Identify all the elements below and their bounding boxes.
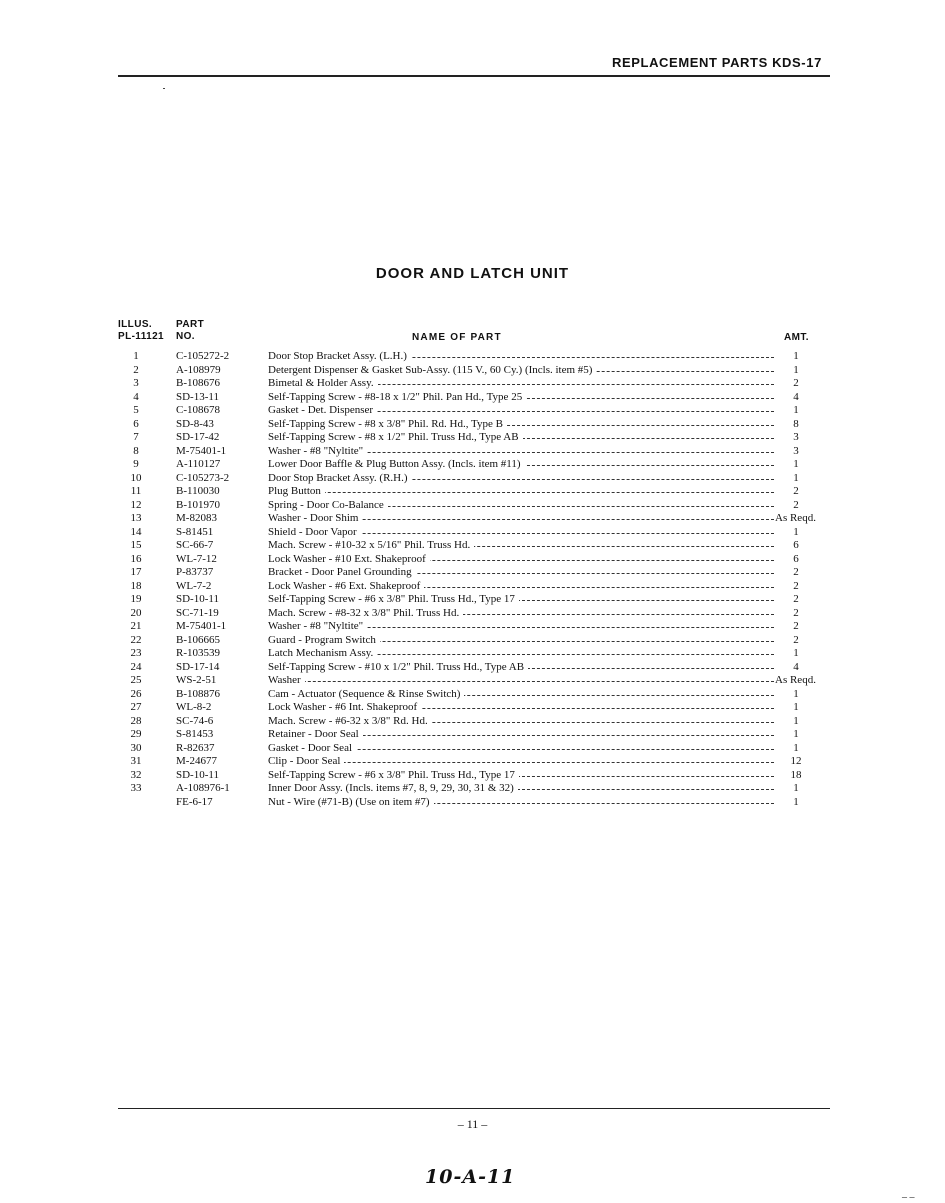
part-name-leader	[268, 701, 774, 714]
part-number: M-75401-1	[176, 620, 227, 632]
illus-number: 21	[130, 620, 142, 632]
part-name: Door Stop Bracket Assy. (L.H.)	[268, 350, 411, 362]
parts-row	[0, 647, 945, 661]
part-name-leader	[268, 580, 774, 593]
part-amount: 2	[793, 485, 799, 497]
part-number: FE-6-17	[176, 795, 213, 808]
parts-row	[0, 499, 945, 513]
part-number: R-82637	[176, 741, 215, 754]
part-amount: 1	[793, 687, 799, 700]
scan-speck	[163, 88, 165, 89]
parts-row	[0, 445, 945, 459]
part-number: SD-10-11	[176, 593, 219, 605]
illus-number: 24	[130, 660, 142, 673]
part-number: SD-13-11	[176, 390, 219, 403]
part-number: S-81451	[176, 525, 214, 538]
part-name-leader	[268, 634, 774, 647]
part-name: Nut - Wire (#71-B) (Use on item #7)	[268, 796, 434, 808]
illus-number: 4	[133, 390, 139, 403]
illus-number: 16	[130, 552, 142, 565]
part-amount: 2	[793, 620, 799, 632]
part-name: Gasket - Door Seal	[268, 742, 356, 754]
illus-number: 20	[130, 606, 142, 619]
part-name: Mach. Screw - #10-32 x 5/16" Phil. Truss Hd.	[268, 539, 474, 551]
part-amount: 2	[793, 377, 799, 389]
part-number: SD-10-11	[176, 768, 219, 781]
illus-number: 26	[130, 687, 142, 700]
part-name: Clip - Door Seal	[268, 755, 344, 767]
part-name-leader	[268, 431, 774, 444]
handwritten-note: 10-A-11	[425, 1166, 516, 1188]
part-name: Door Stop Bracket Assy. (R.H.)	[268, 472, 412, 484]
part-amount: 1	[793, 701, 799, 713]
part-amount: 1	[793, 363, 799, 376]
part-name-leader	[268, 566, 774, 579]
parts-row	[0, 526, 945, 540]
illus-number: 8	[133, 444, 139, 457]
parts-row	[0, 701, 945, 715]
part-name: Plug Button	[268, 485, 325, 497]
illus-number: 33	[130, 782, 142, 794]
parts-row	[0, 377, 945, 391]
part-name-leader	[268, 512, 774, 525]
column-header-part: PART	[176, 319, 205, 330]
part-amount: 6	[793, 552, 799, 565]
parts-row	[0, 782, 945, 796]
part-name-leader	[268, 539, 774, 552]
part-amount: 1	[793, 350, 799, 362]
part-name-leader	[268, 593, 774, 606]
part-name-leader	[268, 769, 774, 782]
part-name: Lock Washer - #6 Int. Shakeproof	[268, 701, 421, 713]
illus-number: 1	[133, 350, 139, 362]
part-name-leader	[268, 755, 774, 768]
part-number: WL-8-2	[176, 701, 212, 713]
part-amount: 3	[793, 444, 799, 457]
part-number: A-108979	[176, 363, 221, 376]
top-rule	[118, 75, 830, 77]
part-name: Washer - #8 "Nyltite"	[268, 445, 367, 457]
part-name-leader	[268, 553, 774, 566]
part-name: Washer - #8 "Nyltite"	[268, 620, 367, 632]
part-number: SC-71-19	[176, 606, 219, 619]
illus-number: 27	[130, 701, 142, 713]
parts-row	[0, 458, 945, 472]
part-number: C-108678	[176, 404, 220, 416]
parts-row	[0, 755, 945, 769]
part-name-leader	[268, 715, 774, 728]
part-number: WS-2-51	[176, 674, 217, 686]
part-number: B-108676	[176, 377, 220, 389]
part-amount: 2	[793, 593, 799, 605]
illus-number: 29	[130, 728, 142, 740]
part-number: A-108976-1	[176, 782, 230, 794]
illus-number: 30	[130, 741, 142, 754]
part-amount: 1	[793, 647, 799, 659]
part-name: Mach. Screw - #6-32 x 3/8" Rd. Hd.	[268, 715, 432, 727]
part-name-leader	[268, 661, 774, 674]
part-amount: 12	[790, 755, 802, 767]
part-name-leader	[268, 404, 774, 417]
part-name: Shield - Door Vapor	[268, 526, 361, 538]
part-number: B-106665	[176, 633, 220, 646]
illus-number: 13	[130, 512, 142, 524]
parts-row	[0, 715, 945, 729]
part-name: Guard - Program Switch	[268, 634, 380, 646]
part-name-leader	[268, 458, 774, 471]
part-amount: As Reqd.	[775, 512, 816, 524]
part-number: SD-8-43	[176, 417, 214, 430]
illus-number: 6	[133, 417, 139, 430]
part-number: WL-7-2	[176, 579, 212, 592]
part-number: C-105273-2	[176, 471, 230, 484]
part-name: Bracket - Door Panel Grounding	[268, 566, 416, 578]
part-name-leader	[268, 364, 774, 377]
parts-row	[0, 512, 945, 526]
illus-number: 7	[133, 431, 139, 443]
part-amount: 8	[793, 417, 799, 430]
part-number: SC-74-6	[176, 714, 214, 727]
part-name-leader	[268, 485, 774, 498]
page-number: – 11 –	[457, 1117, 488, 1131]
parts-row	[0, 539, 945, 553]
part-amount: 2	[793, 566, 799, 578]
part-amount: As Reqd.	[775, 674, 816, 686]
part-amount: 1	[793, 795, 799, 808]
illus-number: 2	[133, 363, 139, 376]
parts-row	[0, 688, 945, 702]
part-number: A-110127	[176, 458, 221, 470]
part-name-leader	[268, 499, 774, 512]
part-amount: 1	[793, 525, 799, 538]
illus-number: 18	[130, 579, 142, 592]
parts-row	[0, 620, 945, 634]
part-amount: 18	[790, 768, 802, 781]
part-name: Washer - Door Shim	[268, 512, 362, 524]
part-name: Lower Door Baffle & Plug Button Assy. (Incls. item #11)	[268, 458, 525, 470]
part-name: Washer	[268, 674, 305, 686]
part-number: R-103539	[176, 647, 220, 659]
parts-row	[0, 472, 945, 486]
part-name-leader	[268, 445, 774, 458]
part-number: M-75401-1	[176, 444, 227, 457]
parts-row	[0, 728, 945, 742]
part-name: Self-Tapping Screw - #8 x 1/2" Phil. Truss Hd., Type AB	[268, 431, 523, 443]
illus-number: 15	[130, 539, 142, 551]
part-name-leader	[268, 391, 774, 404]
illus-number: 19	[130, 593, 142, 605]
part-name-leader	[268, 607, 774, 620]
part-name-leader	[268, 796, 774, 809]
parts-row	[0, 364, 945, 378]
section-title: DOOR AND LATCH UNIT	[375, 265, 570, 282]
part-number: SC-66-7	[176, 539, 214, 551]
part-name: Latch Mechanism Assy.	[268, 647, 377, 659]
part-number: S-81453	[176, 728, 214, 740]
illus-number: 31	[130, 755, 142, 767]
parts-row	[0, 634, 945, 648]
part-number: C-105272-2	[176, 350, 230, 362]
illus-number: 25	[130, 674, 142, 686]
parts-row	[0, 769, 945, 783]
parts-row	[0, 418, 945, 432]
part-amount: 1	[793, 782, 799, 794]
part-amount: 3	[793, 431, 799, 443]
parts-row	[0, 485, 945, 499]
part-amount: 4	[793, 660, 799, 673]
part-name: Mach. Screw - #8-32 x 3/8" Phil. Truss Hd.	[268, 607, 463, 619]
part-number: SD-17-14	[176, 660, 220, 673]
illus-number: 10	[130, 471, 142, 484]
parts-row	[0, 674, 945, 688]
illus-number: 3	[133, 377, 139, 389]
part-amount: 1	[793, 714, 799, 727]
column-header-illus-ref: PL-11121	[118, 331, 165, 342]
part-amount: 1	[793, 728, 799, 740]
header-title: REPLACEMENT PARTS KDS-17	[612, 55, 822, 70]
parts-row	[0, 796, 945, 810]
part-name-leader	[268, 742, 774, 755]
part-amount: 1	[793, 458, 799, 470]
parts-list	[0, 350, 945, 809]
illus-number: 32	[130, 768, 142, 781]
part-number: B-110030	[176, 485, 220, 497]
parts-row	[0, 566, 945, 580]
part-number: WL-7-12	[176, 552, 217, 565]
part-amount: 1	[793, 471, 799, 484]
part-name: Detergent Dispenser & Gasket Sub-Assy. (115 V., 60 Cy.) (Incls. item #5)	[268, 364, 596, 376]
part-number: M-24677	[176, 755, 217, 767]
part-number: M-82083	[176, 512, 217, 524]
illus-number: 5	[133, 404, 139, 416]
part-name-leader	[268, 782, 774, 795]
column-header-amt: AMT.	[784, 332, 809, 343]
part-amount: 1	[793, 404, 799, 416]
parts-row	[0, 607, 945, 621]
part-amount: 4	[793, 390, 799, 403]
parts-row	[0, 391, 945, 405]
part-number: B-101970	[176, 498, 220, 511]
parts-row	[0, 404, 945, 418]
column-header-name: NAME OF PART	[412, 332, 502, 343]
illus-number: 12	[130, 498, 142, 511]
part-name: Bimetal & Holder Assy.	[268, 377, 378, 389]
bottom-rule	[118, 1108, 830, 1109]
parts-row	[0, 431, 945, 445]
parts-row	[0, 553, 945, 567]
part-number: B-108876	[176, 687, 220, 700]
part-name-leader	[268, 728, 774, 741]
part-name: Cam - Actuator (Sequence & Rinse Switch)	[268, 688, 464, 700]
part-amount: 1	[793, 741, 799, 754]
part-name: Lock Washer - #10 Ext. Shakeproof	[268, 553, 430, 565]
part-number: P-83737	[176, 566, 214, 578]
part-name-leader	[268, 418, 774, 431]
part-name-leader	[268, 472, 774, 485]
column-header-illus: ILLUS.	[118, 319, 153, 330]
part-number: SD-17-42	[176, 431, 220, 443]
parts-row	[0, 742, 945, 756]
part-amount: 2	[793, 633, 799, 646]
part-name: Self-Tapping Screw - #6 x 3/8" Phil. Truss Hd., Type 17	[268, 769, 519, 781]
illus-number: 11	[130, 485, 142, 497]
illus-number: 17	[130, 566, 142, 578]
part-name-leader	[268, 647, 774, 660]
parts-row	[0, 350, 945, 364]
part-amount: 2	[793, 579, 799, 592]
part-name: Spring - Door Co-Balance	[268, 499, 388, 511]
part-amount: 2	[793, 498, 799, 511]
part-name: Inner Door Assy. (Incls. items #7, 8, 9, 29, 30, 31 & 32)	[268, 782, 518, 794]
part-name-leader	[268, 350, 774, 363]
part-name: Self-Tapping Screw - #6 x 3/8" Phil. Truss Hd., Type 17	[268, 593, 519, 605]
parts-row	[0, 580, 945, 594]
corner-mark: – –	[902, 1192, 915, 1203]
illus-number: 22	[130, 633, 142, 646]
part-name-leader	[268, 377, 774, 390]
part-name: Retainer - Door Seal	[268, 728, 363, 740]
illus-number: 28	[130, 714, 142, 727]
part-name: Self-Tapping Screw - #10 x 1/2" Phil. Truss Hd., Type AB	[268, 661, 528, 673]
part-amount: 2	[793, 606, 799, 619]
illus-number: 23	[130, 647, 142, 659]
illus-number: 14	[130, 525, 142, 538]
column-header-part-no: NO.	[176, 331, 195, 342]
illus-number: 9	[133, 458, 139, 470]
part-name-leader	[268, 526, 774, 539]
part-name: Self-Tapping Screw - #8-18 x 1/2" Phil. Pan Hd., Type 25	[268, 391, 526, 403]
part-name: Self-Tapping Screw - #8 x 3/8" Phil. Rd. Hd., Type B	[268, 418, 507, 430]
part-name: Lock Washer - #6 Ext. Shakeproof	[268, 580, 424, 592]
part-name-leader	[268, 674, 774, 687]
parts-row	[0, 593, 945, 607]
parts-row	[0, 661, 945, 675]
part-amount: 6	[793, 539, 799, 551]
part-name-leader	[268, 688, 774, 701]
part-name: Gasket - Det. Dispenser	[268, 404, 377, 416]
part-name-leader	[268, 620, 774, 633]
